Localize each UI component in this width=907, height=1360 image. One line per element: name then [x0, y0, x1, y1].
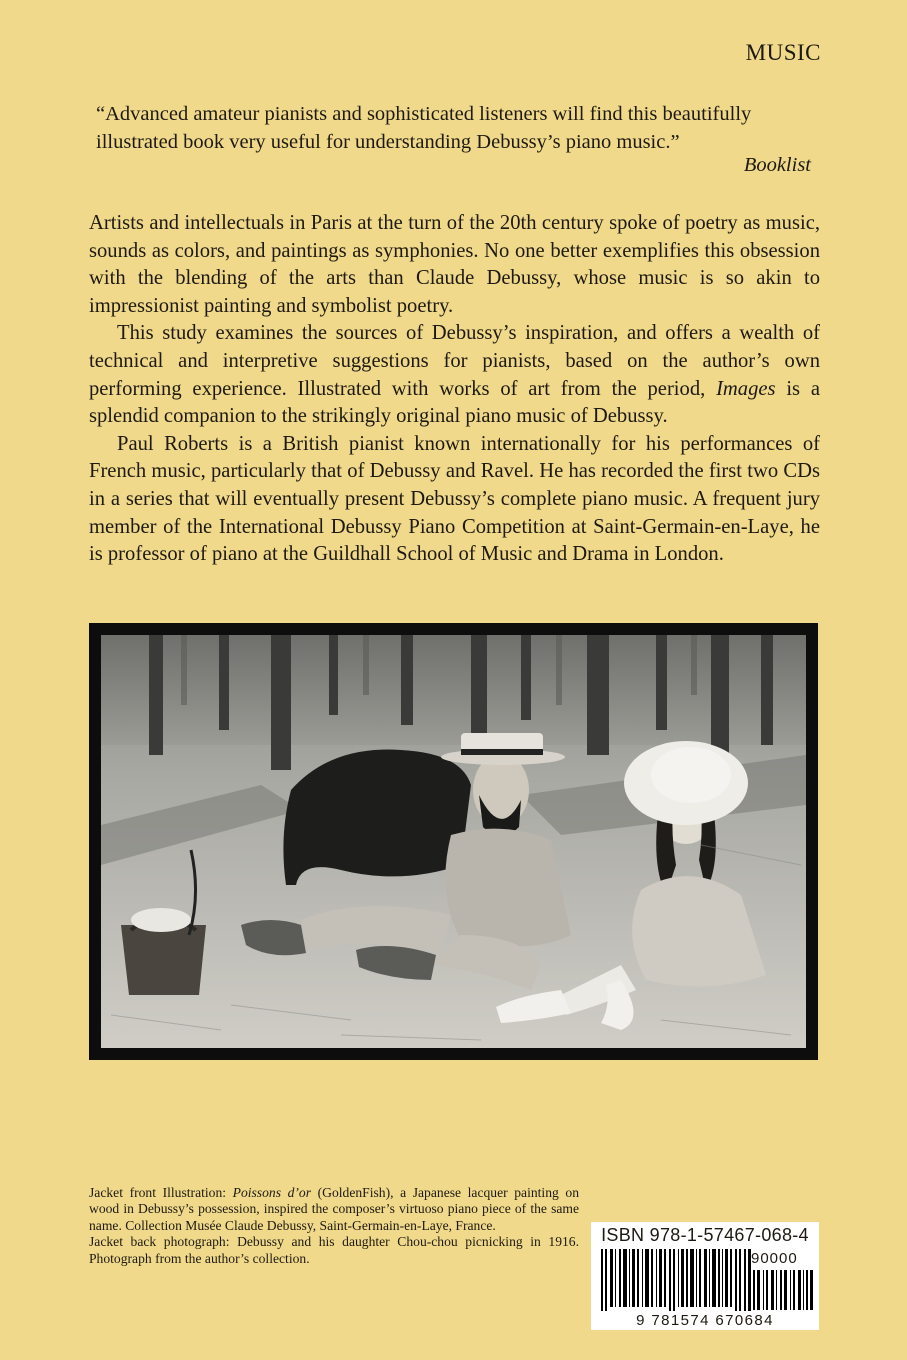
- author-bio: Paul Roberts is a British pianist known internationally for his performances of French music, particularly that of Debussy and Ravel. He has recorded the first two CDs in a series that will eventually present Debussy’s complete piano music. A frequent jury member of the International Debussy Piano Competition at Saint-Germain-en-Laye, he is professor of piano at the Guildhall School of Music and Drama in London.: [89, 432, 820, 566]
- credit-text: (GoldenFish), a Japanese lacquer painting on wood in Debussy’s possession, inspired the composer’s virtuoso piano piece of the same name. Collection Musée Claude Debussy, Saint-Germain-en-Laye, France.: [89, 1185, 579, 1233]
- isbn-label: ISBN 978-1-57467-068-4: [601, 1225, 809, 1245]
- book-description: [89, 210, 820, 569]
- description-paragraph-1: Artists and intellectuals in Paris at the turn of the 20th century spoke of poetry as music, sounds as colors, and paintings as symphonies. No one better exemplifies this obsession with the blending of the arts than Claude Debussy, whose music is so akin to impressionist painting and symbolist poetry.: [89, 212, 820, 317]
- front-credit: [89, 1185, 579, 1234]
- ean-digits: 9 781574 670684: [636, 1312, 774, 1329]
- description-paragraph-2: [89, 320, 820, 430]
- back-credit: Jacket back photograph: Debussy and his daughter Chou-chou picnicking in 1916. Photograph from the author’s collection.: [89, 1234, 579, 1266]
- description-text: is a splendid companion to the strikingly original piano music of Debussy.: [89, 377, 820, 428]
- artwork-title: Poissons d’or: [232, 1185, 311, 1200]
- addon-barcode-icon: [753, 1270, 813, 1310]
- photo-credits: [89, 1185, 579, 1267]
- isbn-barcode: [591, 1222, 819, 1330]
- category-label: MUSIC: [745, 40, 821, 65]
- picnic-photograph: [89, 623, 818, 1060]
- credit-text: Jacket front Illustration:: [89, 1185, 233, 1200]
- review-quote: “Advanced amateur pianists and sophisticated listeners will find this beautifully illustrated book very useful for understanding Debussy’s piano music.”: [96, 103, 752, 153]
- barcode-icon: [601, 1249, 751, 1311]
- review-source: Booklist: [743, 154, 811, 176]
- price-code: 90000: [751, 1250, 798, 1267]
- book-title: Images: [716, 377, 776, 400]
- photo-illustration: [101, 635, 806, 1048]
- description-text: This study examines the sources of Debussy’s inspiration, and offers a wealth of technical and interpretive suggestions for pianists, based on the author’s own performing experience. Illustrated with works of art from the period,: [89, 322, 820, 400]
